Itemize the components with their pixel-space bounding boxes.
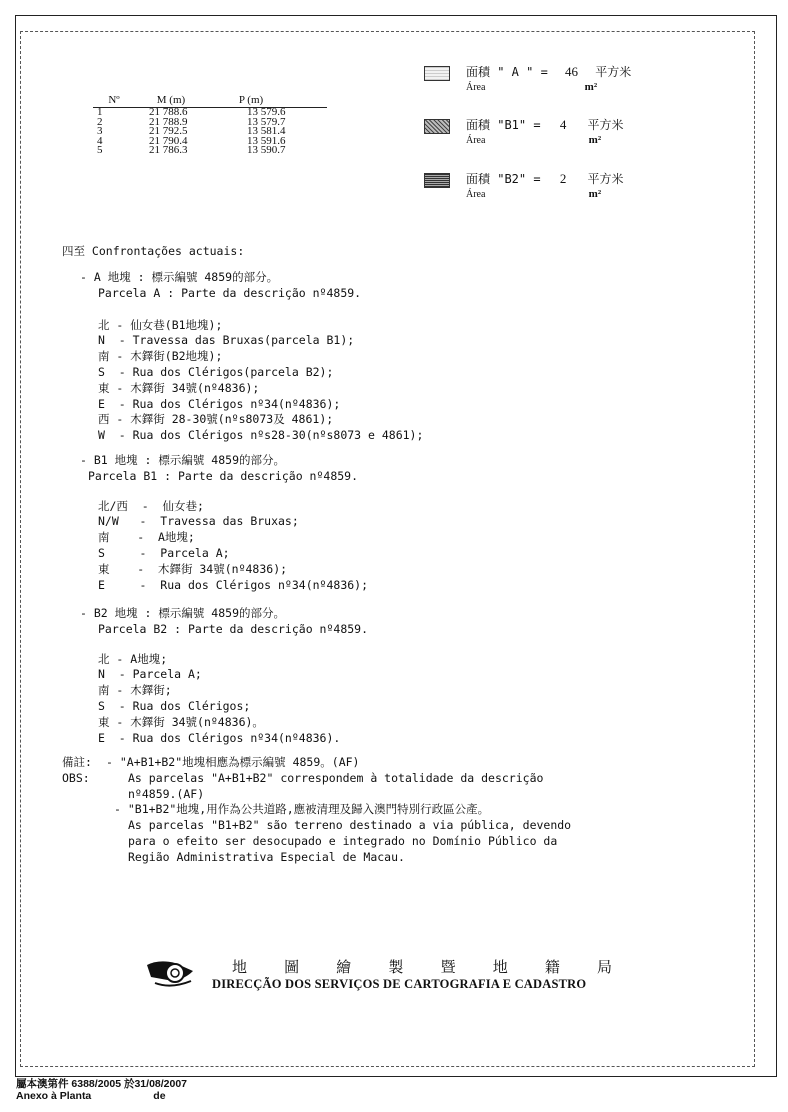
area-b2-value: 2 [559, 171, 567, 186]
dscc-logo-icon [145, 957, 197, 989]
table-cell: 13 590.7 [247, 144, 286, 156]
parcel-b1-line2: Parcela B1 : Parte da descrição nº4859. [88, 468, 359, 483]
table-cell: 21 788.6 [149, 106, 188, 118]
area-a-unit-sub: m² [584, 81, 598, 93]
area-b2-row [424, 172, 624, 202]
area-b2-unit-sub: m² [588, 188, 602, 200]
area-a-swatch [424, 66, 450, 81]
table-cell: 21 792.5 [149, 125, 188, 137]
agency-char: 地 [232, 958, 248, 976]
boundary-line: E - Rua dos Clérigos nº34(nº4836). [98, 730, 341, 745]
area-a-unit: 平方米 [595, 65, 632, 79]
notes-block [62, 755, 571, 866]
area-b1-unit-sub: m² [588, 134, 602, 146]
parcel-b1-boundaries [80, 499, 368, 594]
agency-char: 製 [388, 958, 404, 976]
boundary-line: 西 - 木鐸街 28-30號(nºs8073及 4861); [98, 412, 334, 427]
area-a-row [424, 65, 631, 95]
area-a-value: 46 [565, 64, 579, 79]
table-cell: 3 [97, 125, 103, 137]
note1-pt1: As parcelas "A+B1+B2" correspondem à totalidade da descrição [128, 770, 544, 785]
boundary-line: 北 - A地塊; [98, 651, 168, 666]
area-b1-value: 4 [559, 117, 567, 132]
notes-label-cn: 備註: [62, 755, 92, 769]
parcel-b1-block [80, 453, 368, 593]
parcel-b1-line1: - B1 地塊 : 標示編號 4859的部分。 [80, 453, 286, 467]
boundary-line: S - Rua dos Clérigos; [98, 698, 251, 713]
note2-pt1: As parcelas "B1+B2" são terreno destinado a via pública, devendo [128, 818, 572, 833]
boundary-line: 南 - 木鐸街(B2地塊); [98, 349, 223, 364]
table-cell: 2 [97, 115, 103, 128]
table-cell: 13 579.7 [247, 115, 286, 128]
area-b1-label: 面積 "B1" = [466, 118, 541, 132]
boundary-line: 北 - 仙女巷(B1地塊); [98, 317, 223, 332]
footer-line1: 屬本澳第件 6388/2005 於31/08/2007 [16, 1078, 188, 1090]
boundary-line: 東 - 木鐸街 34號(nº4836); [98, 561, 288, 576]
footer-annex: Anexo à Planta [16, 1090, 92, 1102]
table-row [93, 134, 327, 147]
table-cell: 21 790.4 [149, 134, 188, 147]
boundary-line: S - Parcela A; [98, 545, 230, 560]
area-a-label: 面積 " A " = [466, 65, 548, 79]
table-row [93, 127, 327, 137]
parcel-a-line2: Parcela A : Parte da descrição nº4859. [98, 285, 362, 300]
table-cell: 4 [97, 134, 103, 147]
parcel-b2-line2: Parcela B2 : Parte da descrição nº4859. [98, 621, 369, 636]
area-b1-swatch [424, 119, 450, 134]
agency-name-cn [232, 956, 612, 977]
header-number: Nº [108, 94, 120, 106]
table-body [93, 108, 327, 156]
agency-char: 局 [596, 958, 612, 976]
area-b2-unit: 平方米 [587, 172, 624, 186]
parcel-a-boundaries [80, 318, 423, 444]
table-cell: 5 [97, 144, 103, 156]
agency-char: 暨 [440, 958, 456, 976]
boundary-line: E - Rua dos Clérigos nº34(nº4836); [98, 577, 369, 592]
agency-char: 繪 [336, 958, 352, 976]
area-b2-label: 面積 "B2" = [466, 172, 541, 186]
table-cell: 13 581.4 [247, 125, 286, 137]
parcel-a-line1: - A 地塊 : 標示編號 4859的部分。 [80, 270, 279, 284]
note1-cn: - "A+B1+B2"地塊相應為標示編號 4859。(AF) [106, 755, 360, 769]
boundary-line: E - Rua dos Clérigos nº34(nº4836); [98, 396, 341, 411]
boundary-line: S - Rua dos Clérigos(parcela B2); [98, 364, 334, 379]
parcel-b2-line1: - B2 地塊 : 標示編號 4859的部分。 [80, 606, 286, 620]
parcel-b2-block [80, 606, 368, 746]
table-cell: 13 579.6 [247, 106, 286, 118]
boundary-line: 南 - 木鐸街; [98, 683, 172, 698]
note1-pt2: nº4859.(AF) [128, 786, 205, 801]
area-b1-sub: Área [466, 135, 486, 146]
note2-pt3: Região Administrativa Especial de Macau. [128, 849, 405, 864]
table-header [93, 92, 327, 108]
table-row [93, 146, 327, 156]
table-cell: 1 [97, 106, 103, 118]
header-m: M (m) [156, 94, 186, 106]
boundary-line: N - Parcela A; [98, 667, 202, 682]
note2-pt2: para o efeito ser desocupado e integrado no Domínio Público da [128, 833, 558, 848]
table-row [93, 115, 327, 128]
agency-name-pt: DIRECÇÃO DOS SERVIÇOS DE CARTOGRAFIA E CADASTRO [212, 977, 587, 991]
area-b1-row [424, 118, 624, 148]
table-row [93, 108, 327, 118]
agency-logo [145, 957, 197, 993]
area-b1-unit: 平方米 [587, 118, 624, 132]
boundary-line: N/W - Travessa das Bruxas; [98, 514, 299, 529]
table-cell: 13 591.6 [247, 134, 286, 147]
area-b2-swatch [424, 173, 450, 188]
agency-char: 地 [492, 958, 508, 976]
agency-char: 籍 [544, 958, 560, 976]
table-cell: 21 788.9 [149, 115, 188, 128]
notes-label-pt: OBS: [62, 770, 90, 785]
boundary-line: 北/西 - 仙女巷; [98, 498, 204, 513]
area-a-sub: Área [466, 82, 486, 93]
boundary-line: N - Travessa das Bruxas(parcela B1); [98, 333, 355, 348]
boundary-line: 南 - A地塊; [98, 530, 195, 545]
boundary-line: 東 - 木鐸街 34號(nº4836)。 [98, 714, 264, 729]
parcel-a-block [80, 270, 423, 444]
footer-de: de [153, 1090, 166, 1102]
header-p: P (m) [238, 94, 264, 106]
boundary-line: 東 - 木鐸街 34號(nº4836); [98, 380, 260, 395]
table-cell: 21 786.3 [149, 144, 188, 156]
note2-cn: - "B1+B2"地塊,用作為公共道路,應被清理及歸入澳門特別行政區公產。 [114, 802, 490, 817]
area-b2-sub: Área [466, 189, 486, 200]
agency-char: 圖 [284, 958, 300, 976]
boundary-line: W - Rua dos Clérigos nºs28-30(nºs8073 e 4861); [98, 428, 424, 443]
coordinates-table [93, 92, 327, 156]
footer [16, 1078, 187, 1102]
parcel-b2-boundaries [80, 652, 368, 747]
section-title: 四至 Confrontações actuais: [62, 244, 245, 258]
